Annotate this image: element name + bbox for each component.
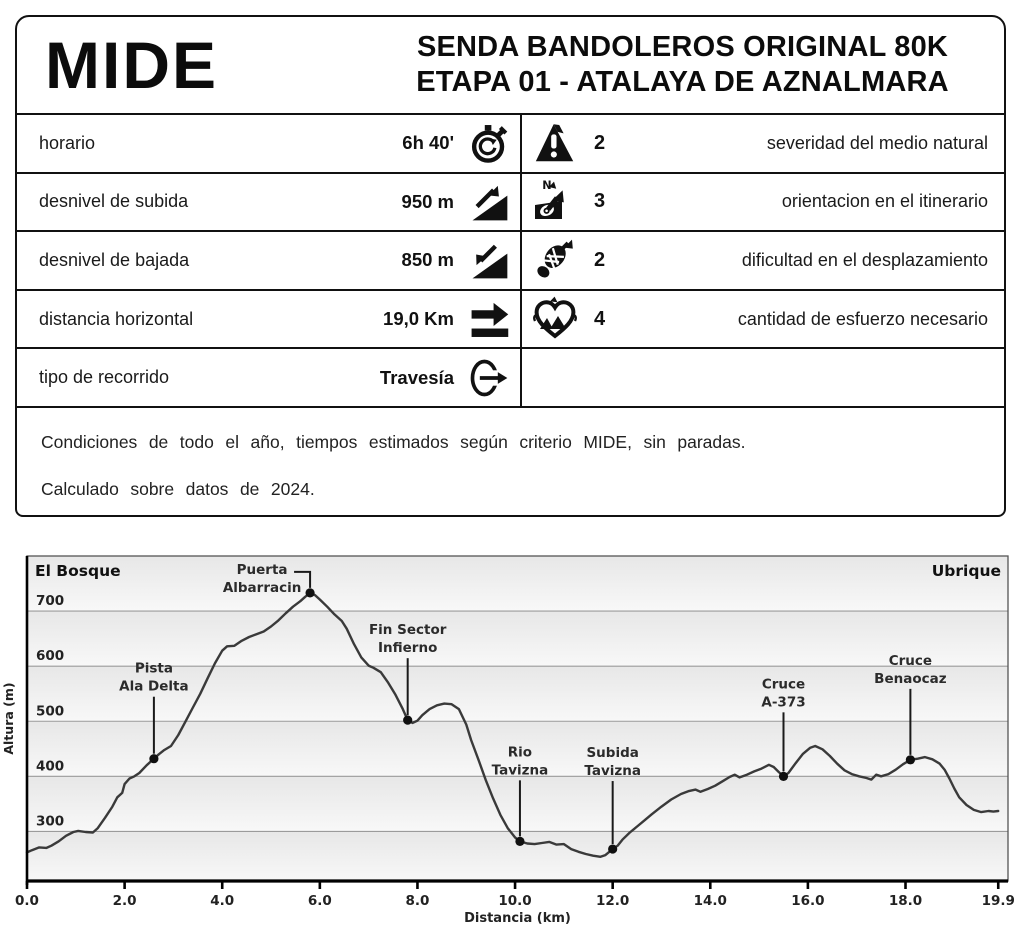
plot-band: [27, 776, 1008, 831]
rating-value: 4: [594, 307, 606, 330]
x-tick-label: 6.0: [307, 893, 332, 909]
compass-map-icon: [530, 178, 580, 226]
waypoint-label: A-373: [761, 694, 806, 711]
row-label: distancia horizontal: [39, 308, 194, 329]
waypoint-dot: [779, 772, 788, 781]
x-axis-title: Distancia (km): [464, 911, 571, 926]
waypoint-label: Puerta: [236, 561, 288, 578]
table-row-desnivel-subida: [17, 174, 1004, 233]
card-header: [17, 17, 1004, 115]
table-row-desnivel-bajada: [17, 232, 1004, 291]
note-conditions: Condiciones de todo el año, tiempos estimados según criterio MIDE, sin paradas.: [41, 431, 746, 452]
boot-print-icon: [530, 236, 580, 284]
x-tick-label: 2.0: [112, 893, 137, 909]
y-tick-label: 700: [36, 593, 65, 610]
row-value: 950 m: [401, 190, 454, 212]
rating-value: 3: [594, 190, 606, 213]
y-tick-label: 400: [36, 758, 65, 775]
elevation-profile-chart: [0, 548, 1024, 932]
table-row-tipo-recorrido: [17, 349, 1004, 408]
row-value: 6h 40': [402, 132, 454, 154]
row-label: desnivel de subida: [39, 191, 189, 212]
ascent-slope-icon: [466, 179, 512, 225]
row-label: tipo de recorrido: [39, 367, 170, 388]
notes-section: [17, 408, 1004, 500]
waypoint-label: Pista: [134, 660, 173, 677]
mide-logo: MIDE: [45, 28, 218, 102]
row-value: Travesía: [379, 366, 454, 388]
svg-text:N: N: [542, 179, 552, 193]
waypoint-label: Infierno: [378, 640, 438, 657]
rating-description: orientacion en el itinerario: [781, 191, 988, 212]
waypoint-label: Benaocaz: [874, 670, 947, 687]
waypoint-label: Ala Delta: [119, 678, 189, 695]
waypoint-label: Subida: [586, 745, 639, 762]
x-tick-label: 19.9: [981, 893, 1015, 909]
waypoint-dot: [608, 844, 617, 853]
y-tick-label: 300: [36, 813, 65, 830]
row-value: 19,0 Km: [383, 308, 454, 330]
x-tick-label: 10.0: [498, 893, 532, 909]
rating-description: dificultad en el desplazamiento: [741, 249, 988, 270]
waypoint-label: Cruce: [888, 652, 933, 669]
x-tick-label: 18.0: [888, 893, 923, 909]
rating-value: 2: [594, 248, 606, 271]
waypoint-dot: [149, 754, 158, 763]
waypoint-dot: [305, 588, 314, 597]
plot-band: [27, 556, 1008, 611]
start-town-label: El Bosque: [35, 562, 121, 580]
elevation-profile-svg: [0, 548, 1024, 932]
waypoint-label: Albarracin: [222, 579, 302, 596]
waypoint-dot: [906, 755, 915, 764]
row-label: desnivel de bajada: [39, 249, 190, 270]
y-tick-label: 500: [36, 703, 65, 720]
x-tick-label: 12.0: [596, 893, 630, 909]
mide-route-card: [15, 15, 1006, 517]
x-tick-label: 0.0: [15, 893, 39, 909]
end-town-label: Ubrique: [931, 562, 1001, 580]
waypoint-label: Cruce: [761, 676, 806, 693]
y-tick-label: 600: [36, 648, 65, 665]
rating-description: cantidad de esfuerzo necesario: [737, 308, 988, 329]
table-row-distancia: [17, 291, 1004, 350]
waypoint-dot: [515, 837, 524, 846]
x-tick-label: 4.0: [210, 893, 235, 909]
waypoint-label: Fin Sector: [368, 622, 447, 639]
horizontal-arrow-icon: [466, 296, 512, 342]
x-tick-label: 16.0: [791, 893, 825, 909]
plot-band: [27, 611, 1008, 666]
loop-through-icon: [466, 355, 512, 401]
warning-mountain-icon: [530, 119, 580, 167]
rating-value: 2: [594, 131, 606, 154]
descent-slope-icon: [466, 237, 512, 283]
waypoint-label: Tavizna: [584, 763, 641, 780]
waypoint-label: Tavizna: [491, 762, 549, 779]
stopwatch-icon: [466, 120, 512, 166]
heart-effort-icon: [530, 295, 580, 343]
y-axis-title: Altura (m): [1, 682, 16, 755]
note-calculated: Calculado sobre datos de 2024.: [41, 478, 315, 499]
route-title-line2: ETAPA 01 - ATALAYA DE AZNALMARA: [416, 66, 949, 98]
route-title-line1: SENDA BANDOLEROS ORIGINAL 80K: [416, 31, 949, 64]
rating-description: severidad del medio natural: [766, 132, 988, 153]
table-row-horario: [17, 115, 1004, 174]
row-label: horario: [39, 132, 96, 153]
x-tick-label: 14.0: [693, 893, 727, 909]
x-tick-label: 8.0: [405, 893, 430, 909]
row-value: 850 m: [401, 249, 454, 271]
route-title: [367, 30, 1004, 100]
waypoint-dot: [403, 716, 412, 725]
waypoint-label: Rio: [507, 744, 533, 761]
